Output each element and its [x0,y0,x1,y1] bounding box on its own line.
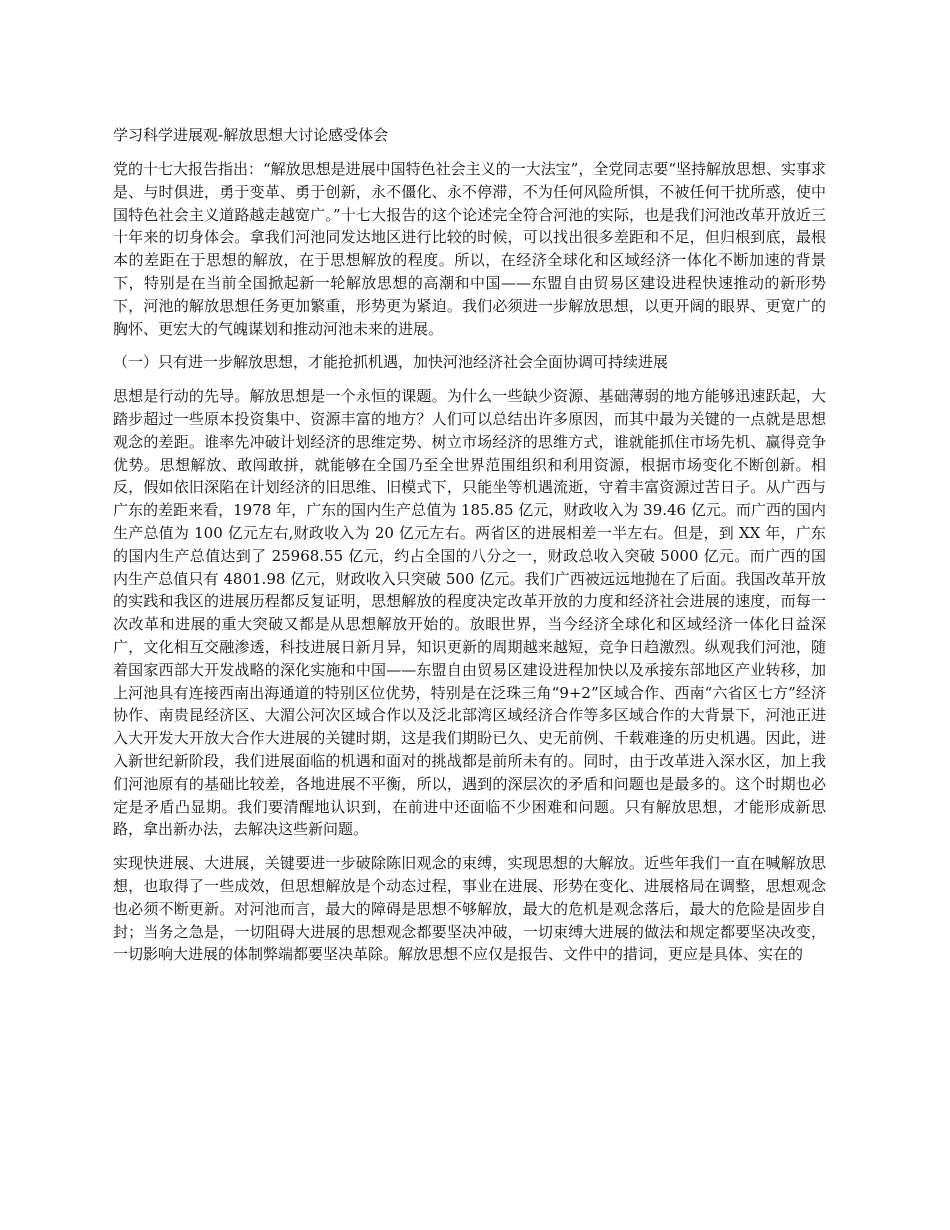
section-heading-1: （一）只有进一步解放思想，才能抢抓机遇，加快河池经济社会全面协调可持续进展 [113,353,669,372]
paragraph-intro: 党的十七大报告指出：“解放思想是进展中国特色社会主义的一大法宝”，全党同志要“坚持解放思想、实事求是、与时俱进，勇于变革、勇于创新，永不僵化、永不停滞，不为任何风险所惧，不被任何干扰所惑，使中国特色社会主义道路越走越宽广。”十七大报告的这个论述完全符合河池的实际，也是我们河池改革开放近三十年来的切身体会。拿我们河池同发达地区进行比较的时候，可以找出很多差距和不足，但归根到底，最根本的差距在于思想的解放，在于思想解放的程度。所以，在经济全球化和区域经济一体化不断加速的背景下，特别是在当前全国掀起新一轮解放思想的高潮和中国——东盟自由贸易区建设进程快速推动的新形势下，河池的解放思想任务更加繁重，形势更为紧迫。我们必须进一步解放思想，以更开阔的眼界、更宽广的胸怀、更宏大的气魄谋划和推动河池未来的进展。 [113,160,827,338]
document-page [113,124,826,977]
paragraph-body-1: 思想是行动的先导。解放思想是一个永恒的课题。为什么一些缺少资源、基础薄弱的地方能够迅速跃起，大踏步超过一些原本投资集中、资源丰富的地方？人们可以总结出许多原因，而其中最为关键的一点就是思想观念的差距。谁率先冲破计划经济的思维定势、树立市场经济的思维方式，谁就能抓住市场先机、赢得竞争优势。思想解放、敢闯敢拼，就能够在全国乃至全世界范围组织和利用资源，根据市场变化不断创新。相反，假如依旧深陷在计划经济的旧思维、旧模式下，只能坐等机遇流逝，守着丰富资源过苦日子。从广西与广东的差距来看，1978 年，广东的国内生产总值为 185.85 亿元，财政收入为 39.46 亿元。而广西的国内生产总值为 100 亿元左右,财政收入为 20 亿元左右。两省区的进展相差一半左右。但是，到 XX 年，广东的国内生产总值达到了 25968.55 亿元，约占全国的八分之一，财政总收入突破 5000 亿元。而广西的国内生产总值只有 4801.98 亿元，财政收入只突破 500 亿元。我们广西被远远地抛在了后面。我国改革开放的实践和我区的进展历程都反复证明，思想解放的程度决定改革开放的力度和经济社会进展的速度，而每一次改革和进展的重大突破又都是从思想解放开始的。放眼世界，当今经济全球化和区域经济一体化日益深广，文化相互交融渗透，科技进展日新月异，知识更新的周期越来越短，竞争日趋激烈。纵观我们河池，随着国家西部大开发战略的深化实施和中国——东盟自由贸易区建设进程加快以及承接东部地区产业转移，加上河池具有连接西南出海通道的特别区位优势，特别是在泛珠三角“9+2”区域合作、西南“六省区七方”经济协作、南贵昆经济区、大湄公河次区域合作以及泛北部湾区域经济合作等多区域合作的大背景下，河池正进入大开发大开放大合作大进展的关键时期，这是我们期盼已久、史无前例、千载难逢的历史机遇。因此，进入新世纪新阶段，我们进展面临的机遇和面对的挑战都是前所未有的。同时，由于改革进入深水区，加上我们河池原有的基础比较差，各地进展不平衡，所以，遇到的深层次的矛盾和问题也是最多的。这个时期也必定是矛盾凸显期。我们要清醒地认识到，在前进中还面临不少困难和问题。只有解放思想，才能形成新思路，拿出新办法，去解决这些新问题。 [113,387,826,839]
paragraph-body-2: 实现快进展、大进展，关键要进一步破除陈旧观念的束缚，实现思想的大解放。近些年我们一直在喊解放思想，也取得了一些成效，但思想解放是个动态过程，事业在进展、形势在变化、进展格局在调整，思想观念也必须不断更新。对河池而言，最大的障碍是思想不够解放，最大的危机是观念落后，最大的危险是固步自封；当务之急是，一切阻碍大进展的思想观念都要坚决冲破，一切束缚大进展的做法和规定都要坚决改变，一切影响大进展的体制弊端都要坚决革除。解放思想不应仅是报告、文件中的措词，更应是具体、实在的 [113,854,826,964]
document-title: 学习科学进展观-解放思想大讨论感受体会 [113,126,389,144]
